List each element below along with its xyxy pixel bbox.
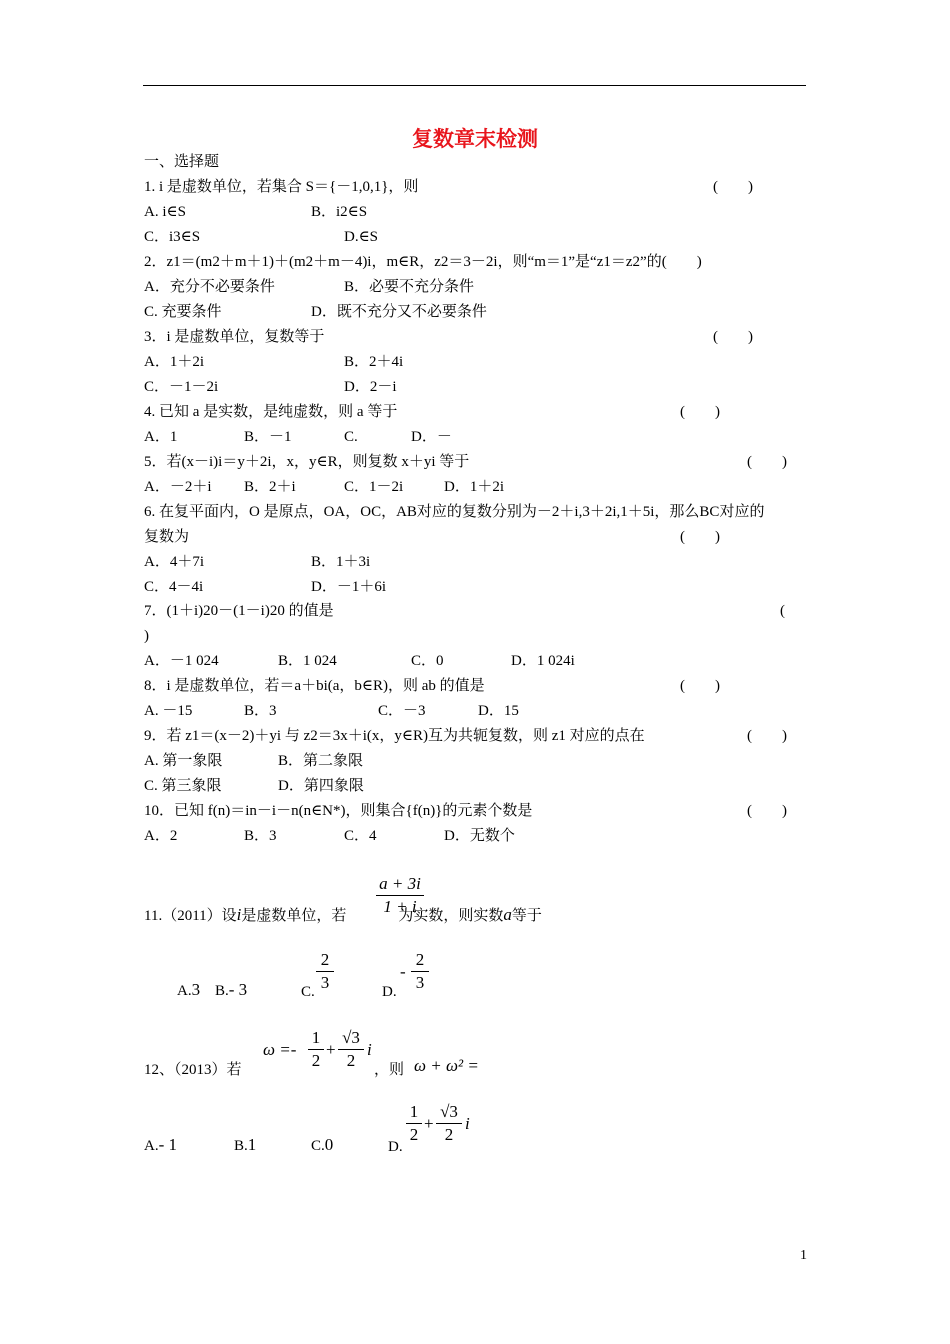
q5-option-c: C．1－2i	[344, 479, 404, 495]
q11-option-c-denominator: 3	[320, 973, 330, 992]
q5-option-d: D．1＋2i	[444, 479, 505, 495]
q12-fraction-1	[308, 1028, 324, 1071]
q11-stem-mid2: 为实数，则实数	[398, 908, 504, 924]
q12-stem-start: 12、（2013）若	[144, 1062, 242, 1078]
q1-answer-paren: ( )	[713, 179, 753, 195]
q9-option-a: A. 第一象限	[144, 753, 223, 769]
q8-stem: 8．i 是虚数单位，若＝a＋bi(a，b∈R)，则 ab 的值是	[144, 678, 485, 694]
q4-stem: 4. 已知 a 是实数，是纯虚数，则 a 等于	[144, 404, 398, 420]
q11-fraction	[376, 874, 424, 917]
q7-option-d: D．1 024i	[511, 653, 575, 669]
q12-stem-mid: ，则	[374, 1062, 405, 1078]
q11-stem-end: 等于	[511, 908, 542, 924]
q3-answer-paren: ( )	[713, 329, 753, 345]
q6-option-b: B．1＋3i	[311, 554, 371, 570]
q11-option-c-label: C.	[301, 984, 315, 1000]
q1-option-d: D.∈S	[344, 229, 379, 245]
q5-option-b: B．2＋i	[244, 479, 296, 495]
q12-option-c	[311, 1135, 333, 1156]
q5-option-a: A．－2＋i	[144, 479, 212, 495]
q12-option-b	[234, 1135, 256, 1156]
q11-option-c-numerator: 2	[320, 950, 330, 969]
q2-stem: 2．z1＝(m2＋m＋1)＋(m2＋m－4)i，m∈R，z2＝3－2i，则“m＝1”是“z1＝z2”的( )	[144, 254, 702, 270]
q1-stem: 1. i 是虚数单位，若集合 S＝{－1,0,1}，则	[144, 179, 419, 195]
q11-option-d-denominator: 3	[415, 973, 425, 992]
page-number: 1	[800, 1248, 807, 1263]
q12-option-d-denominator-1: 2	[409, 1125, 419, 1144]
q11-option-c-fraction	[316, 950, 334, 993]
q11-stem	[144, 905, 542, 926]
q12-fraction-1-denominator: 2	[311, 1051, 321, 1070]
q8-option-a: A. －15	[144, 703, 193, 719]
q12-fraction-2	[338, 1028, 364, 1071]
q12-option-d-label: D.	[388, 1139, 403, 1155]
q3-option-a: A．1＋2i	[144, 354, 205, 370]
q12-option-d-fraction-2	[436, 1102, 462, 1145]
q6-stem: 6. 在复平面内，O 是原点，OA，OC，AB对应的复数分别为－2＋i,3＋2i,1＋5i，那么BC对应的	[144, 504, 765, 520]
q9-option-c: C. 第三象限	[144, 778, 222, 794]
q1-option-b: B．i2∈S	[311, 204, 368, 220]
q12-option-a-label: A.	[144, 1138, 159, 1154]
q4-option-c: C.	[344, 429, 358, 445]
q2-option-d: D．既不充分又不必要条件	[311, 304, 487, 320]
q12-option-c-label: C.	[311, 1138, 325, 1154]
q11-stem-start: 11.（2011）设	[144, 908, 237, 924]
q11-option-a-label: A.	[177, 983, 192, 999]
header-rule	[143, 85, 806, 86]
q3-option-d: D．2－i	[344, 379, 397, 395]
q12-option-b-label: B.	[234, 1138, 248, 1154]
q2-option-b: B．必要不充分条件	[344, 279, 475, 295]
q11-fraction-denominator: 1 + i	[383, 897, 417, 916]
q9-option-b: B．第二象限	[278, 753, 364, 769]
q10-option-c: C．4	[344, 828, 377, 844]
q10-option-d: D．无数个	[444, 828, 515, 844]
q10-answer-paren: ( )	[747, 803, 787, 819]
q7-answer-paren-close: )	[144, 628, 149, 644]
q11-option-d-sign: -	[400, 962, 406, 981]
q8-answer-paren: ( )	[680, 678, 720, 694]
q11-option-b-value: - 3	[228, 980, 248, 999]
q9-option-d: D．第四象限	[278, 778, 364, 794]
q9-answer-paren: ( )	[747, 728, 787, 744]
q11-option-a-value: 3	[191, 980, 201, 999]
q11-option-b	[215, 980, 247, 1001]
q10-stem: 10．已知 f(n)＝in－i－n(n∈N*)，则集合{f(n)}的元素个数是	[144, 803, 533, 819]
q12-omega-lhs: ω =-	[263, 1040, 297, 1059]
q10-option-b: B．3	[244, 828, 277, 844]
q2-option-c: C. 充要条件	[144, 304, 222, 320]
q11-var-a: a	[503, 905, 512, 924]
q6-option-c: C．4－4i	[144, 579, 204, 595]
q7-stem: 7．(1＋i)20－(1－i)20 的值是	[144, 603, 334, 619]
q11-stem-mid: 是虚数单位，若	[241, 908, 347, 924]
q9-stem: 9．若 z1＝(x－2)＋yi 与 z2＝3x＋i(x，y∈R)互为共轭复数，则 z1 对应的点在	[144, 728, 645, 744]
section-heading: 一、选择题	[144, 154, 220, 170]
q5-answer-paren: ( )	[747, 454, 787, 470]
q12-option-d-plus: +	[424, 1114, 434, 1133]
q11-option-d-numerator: 2	[415, 950, 425, 969]
q12-option-a-value: - 1	[158, 1135, 178, 1154]
q1-option-a: A. i∈S	[144, 204, 186, 220]
q11-option-a	[177, 980, 200, 1001]
q3-option-c: C．－1－2i	[144, 379, 219, 395]
q12-option-d-i: i	[465, 1114, 470, 1133]
q12-option-d-denominator-2: 2	[444, 1125, 454, 1144]
q11-option-b-label: B.	[215, 983, 229, 999]
q7-option-a: A．－1 024	[144, 653, 219, 669]
q12-i: i	[367, 1040, 372, 1059]
q12-fraction-1-numerator: 1	[311, 1028, 321, 1047]
q8-option-b: B．3	[244, 703, 277, 719]
q12-option-b-value: 1	[247, 1135, 257, 1154]
q12-fraction-2-numerator: √3	[342, 1028, 360, 1047]
q1-option-c: C．i3∈S	[144, 229, 201, 245]
q12-option-a	[144, 1135, 177, 1156]
q12-plus: +	[326, 1040, 336, 1059]
q12-option-d-numerator-1: 1	[409, 1102, 419, 1121]
q7-option-c: C．0	[411, 653, 444, 669]
q6-stem-continued: 复数为	[144, 529, 190, 545]
q11-var-i: i	[236, 905, 242, 924]
q11-option-d-fraction	[411, 950, 429, 993]
q4-option-b: B．－1	[244, 429, 292, 445]
q12-option-d-numerator-2: √3	[440, 1102, 458, 1121]
q12-option-d-fraction-1	[406, 1102, 422, 1145]
q10-option-a: A．2	[144, 828, 178, 844]
q12-option-c-value: 0	[324, 1135, 334, 1154]
q3-option-b: B．2＋4i	[344, 354, 404, 370]
q6-answer-paren: ( )	[680, 529, 720, 545]
q2-option-a: A．充分不必要条件	[144, 279, 275, 295]
page-title: 复数章末检测	[412, 127, 538, 151]
q3-stem: 3．i 是虚数单位，复数等于	[144, 329, 325, 345]
q11-fraction-numerator: a + 3i	[379, 874, 421, 893]
q11-option-d-label: D.	[382, 984, 397, 1000]
q8-option-d: D．15	[478, 703, 519, 719]
q4-option-a: A．1	[144, 429, 178, 445]
q5-stem: 5．若(x－i)i＝y＋2i，x，y∈R，则复数 x＋yi 等于	[144, 454, 470, 470]
q7-answer-paren-open: (	[780, 603, 785, 619]
q4-option-d: D．－	[411, 429, 452, 445]
q4-answer-paren: ( )	[680, 404, 720, 420]
q6-option-a: A．4＋7i	[144, 554, 205, 570]
q6-option-d: D．－1＋6i	[311, 579, 387, 595]
q7-option-b: B．1 024	[278, 653, 337, 669]
q8-option-c: C．－3	[378, 703, 426, 719]
q12-expression: ω + ω² =	[414, 1056, 479, 1075]
q12-fraction-2-denominator: 2	[346, 1051, 356, 1070]
